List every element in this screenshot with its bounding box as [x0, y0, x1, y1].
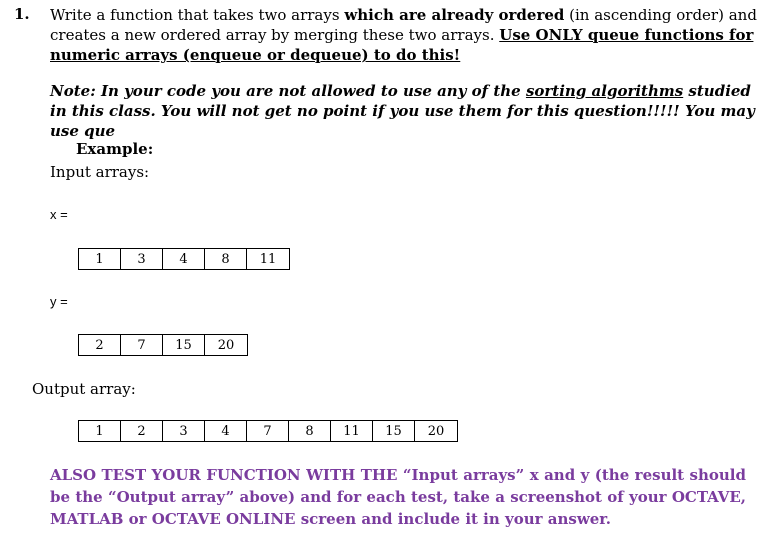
y-array-cell: 15 [163, 335, 205, 355]
question-text-part-1: Write a function that takes two arrays [50, 6, 345, 24]
output-array-cell: 3 [163, 421, 205, 441]
output-array-cell: 2 [121, 421, 163, 441]
question-text-underlined: Use ONLY queue functions for numeric arrays (enqueue or dequeue) to do this! [50, 26, 754, 64]
y-array [78, 334, 248, 356]
x-array-cell: 8 [205, 249, 247, 269]
x-array-cell: 3 [121, 249, 163, 269]
input-arrays-label: Input arrays: [50, 163, 150, 181]
question-text-bold: which are already ordered [344, 6, 565, 24]
x-label: x = [50, 207, 68, 222]
output-array-cell: 20 [427, 423, 445, 439]
x-array-cell: 11 [259, 251, 277, 267]
output-array [78, 420, 458, 442]
y-array-cell: 2 [79, 335, 121, 355]
question-text [50, 5, 760, 65]
x-array-cell: 1 [79, 249, 121, 269]
note-part-2: studied in this class. You will not get no point if you use them for this question!!!!! You may use que [50, 82, 755, 140]
x-array-cell: 4 [163, 249, 205, 269]
output-array-cell: 1 [79, 421, 121, 441]
y-array-cell: 20 [217, 337, 235, 353]
question-text-part-2: (in ascending order) and creates a new ordered array by merging these two arrays. [50, 6, 757, 44]
y-array-cell: 7 [121, 335, 163, 355]
output-array-cell: 7 [247, 421, 289, 441]
y-label: y = [50, 294, 68, 309]
note-underlined: sorting algorithms [525, 82, 684, 100]
x-array [78, 248, 290, 270]
output-array-cell: 4 [205, 421, 247, 441]
output-array-cell: 15 [373, 421, 415, 441]
question-number: 1. [14, 5, 30, 23]
output-array-cell: 11 [331, 421, 373, 441]
output-array-cell: 8 [289, 421, 331, 441]
test-instruction: ALSO TEST YOUR FUNCTION WITH THE “Input arrays” x and y (the result should be the “Output array” above) and for each test, take a screenshot of your OCTAVE, MATLAB or OCTAVE ONLINE screen and include it in your answer. [50, 466, 746, 528]
note-part-1: Note: In your code you are not allowed to use any of the [50, 82, 526, 100]
note-text [50, 81, 766, 141]
example-label: Example: [76, 140, 154, 158]
output-array-label: Output array: [32, 380, 136, 398]
